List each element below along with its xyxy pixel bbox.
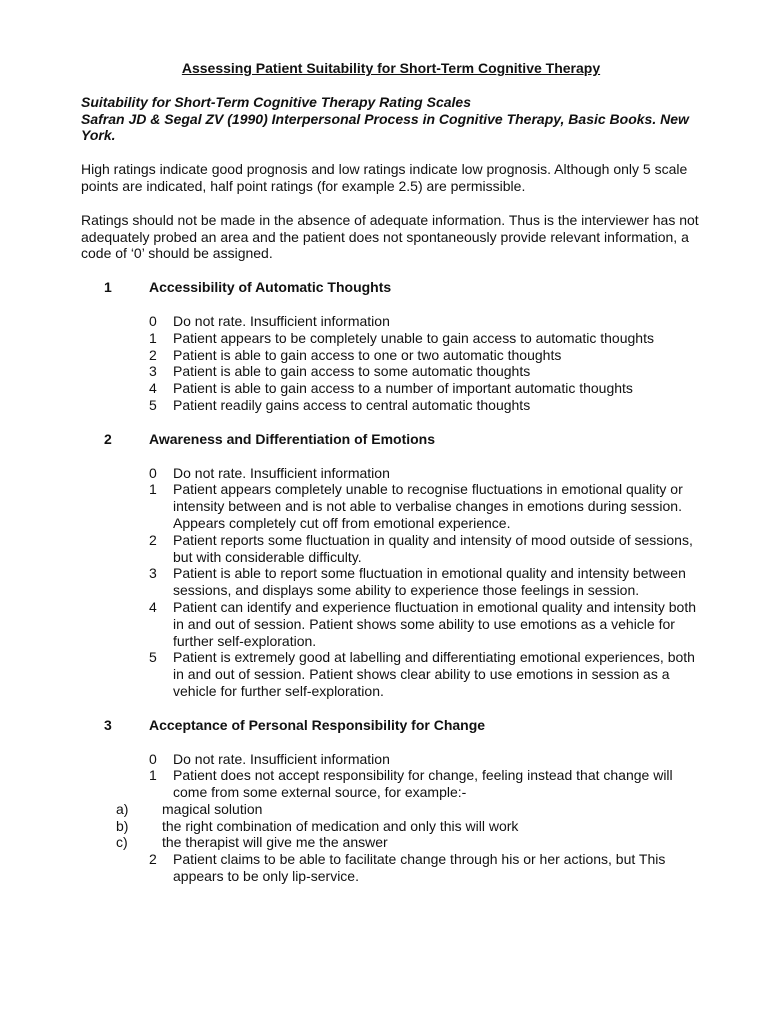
rating-item	[81, 481, 701, 531]
citation: Safran JD & Segal ZV (1990) Interpersonal Process in Cognitive Therapy, Basic Books. New York.	[81, 110, 689, 144]
rating-text: Do not rate. Insufficient information	[173, 464, 390, 481]
rating-text: Patient does not accept responsibility for change, feeling instead that change will come from some external source, for example:-	[173, 767, 673, 801]
rating-number: 2	[149, 851, 157, 868]
rating-list	[81, 751, 701, 885]
rating-text: Do not rate. Insufficient information	[173, 312, 390, 329]
rating-list	[81, 465, 701, 700]
rating-item	[81, 363, 701, 380]
example-item	[81, 801, 701, 818]
rating-item	[81, 599, 701, 649]
document-title: Assessing Patient Suitability for Short-Term Cognitive Therapy	[181, 60, 601, 76]
rating-number: 1	[149, 767, 157, 784]
rating-item	[81, 649, 701, 699]
rating-text: Do not rate. Insufficient information	[173, 750, 390, 767]
example-letter: b)	[116, 817, 129, 834]
section-number: 1	[104, 279, 112, 296]
intro-paragraph-information: Ratings should not be made in the absence of adequate information. Thus is the interviewer has not adequately probed an area and the patient does not spontaneously provide relevant information, a code of ‘0’ should be assigned.	[81, 211, 699, 262]
rating-text: Patient appears completely unable to recognise fluctuations in emotional quality or intensity between and is not able to verbalise changes in emotions during session. Appears completely cut off from emotional experience.	[173, 481, 683, 531]
example-item	[81, 818, 701, 835]
example-text: the therapist will give me the answer	[162, 834, 388, 851]
rating-text: Patient is able to gain access to some automatic thoughts	[173, 363, 531, 380]
rating-text: Patient appears to be completely unable to gain access to automatic thoughts	[173, 329, 654, 346]
rating-number: 3	[149, 565, 157, 582]
rating-item	[81, 397, 701, 414]
example-item	[81, 834, 701, 851]
rating-text: Patient claims to be able to facilitate change through his or her actions, but This appears to be only lip-service.	[173, 851, 666, 885]
section-number: 3	[104, 716, 112, 733]
rating-item	[81, 347, 701, 364]
example-list-wrapper	[81, 801, 701, 851]
rating-number: 0	[149, 312, 157, 329]
rating-item	[81, 767, 701, 801]
rating-number: 4	[149, 380, 157, 397]
rating-item	[81, 532, 701, 566]
example-text: magical solution	[162, 800, 263, 817]
scale-subtitle: Suitability for Short-Term Cognitive Therapy Rating Scales	[81, 93, 471, 110]
section-title: Acceptance of Personal Responsibility for Change	[149, 716, 486, 733]
rating-number: 1	[149, 329, 157, 346]
example-text: the right combination of medication and only this will work	[162, 817, 519, 834]
rating-text: Patient readily gains access to central automatic thoughts	[173, 396, 531, 413]
section-title: Awareness and Differentiation of Emotions	[149, 430, 436, 447]
rating-list	[81, 313, 701, 414]
rating-item	[81, 380, 701, 397]
example-list	[81, 801, 701, 851]
section-heading	[81, 431, 701, 448]
rating-number: 5	[149, 649, 157, 666]
rating-number: 0	[149, 750, 157, 767]
rating-text: Patient can identify and experience fluctuation in emotional quality and intensity both in and out of session. Patient shows some ability to use emotions as a vehicle for further self-exploration.	[173, 598, 697, 649]
section-number: 2	[104, 430, 112, 447]
document-page	[81, 60, 701, 902]
rating-item	[81, 565, 701, 599]
rating-number: 3	[149, 363, 157, 380]
rating-item	[81, 330, 701, 347]
rating-number: 2	[149, 346, 157, 363]
rating-text: Patient reports some fluctuation in quality and intensity of mood outside of sessions, but with considerable difficulty.	[173, 531, 693, 565]
rating-text: Patient is extremely good at labelling and differentiating emotional experiences, both in and out of session. Patient shows clear ability to use emotions in session as a vehicle for further self-exploration.	[173, 649, 695, 699]
rating-item	[81, 851, 701, 885]
rating-text: Patient is able to gain access to one or two automatic thoughts	[173, 346, 562, 363]
rating-number: 0	[149, 464, 157, 481]
rating-item	[81, 465, 701, 482]
rating-number: 5	[149, 396, 157, 413]
rating-item	[81, 313, 701, 330]
rating-number: 1	[149, 481, 157, 498]
rating-text: Patient is able to report some fluctuation in emotional quality and intensity between sessions, and displays some ability to experience those feelings in session.	[173, 565, 686, 599]
section-heading	[81, 279, 701, 296]
intro-paragraph-ratings: High ratings indicate good prognosis and low ratings indicate low prognosis. Although only 5 scale points are indicated, half point ratings (for example 2.5) are permissible.	[81, 161, 688, 194]
section-title: Accessibility of Automatic Thoughts	[149, 279, 392, 296]
example-letter: a)	[116, 800, 129, 817]
section-heading	[81, 717, 701, 734]
rating-number: 2	[149, 531, 157, 548]
rating-item	[81, 751, 701, 768]
example-letter: c)	[116, 834, 128, 851]
rating-number: 4	[149, 598, 157, 615]
rating-text: Patient is able to gain access to a number of important automatic thoughts	[173, 380, 633, 397]
